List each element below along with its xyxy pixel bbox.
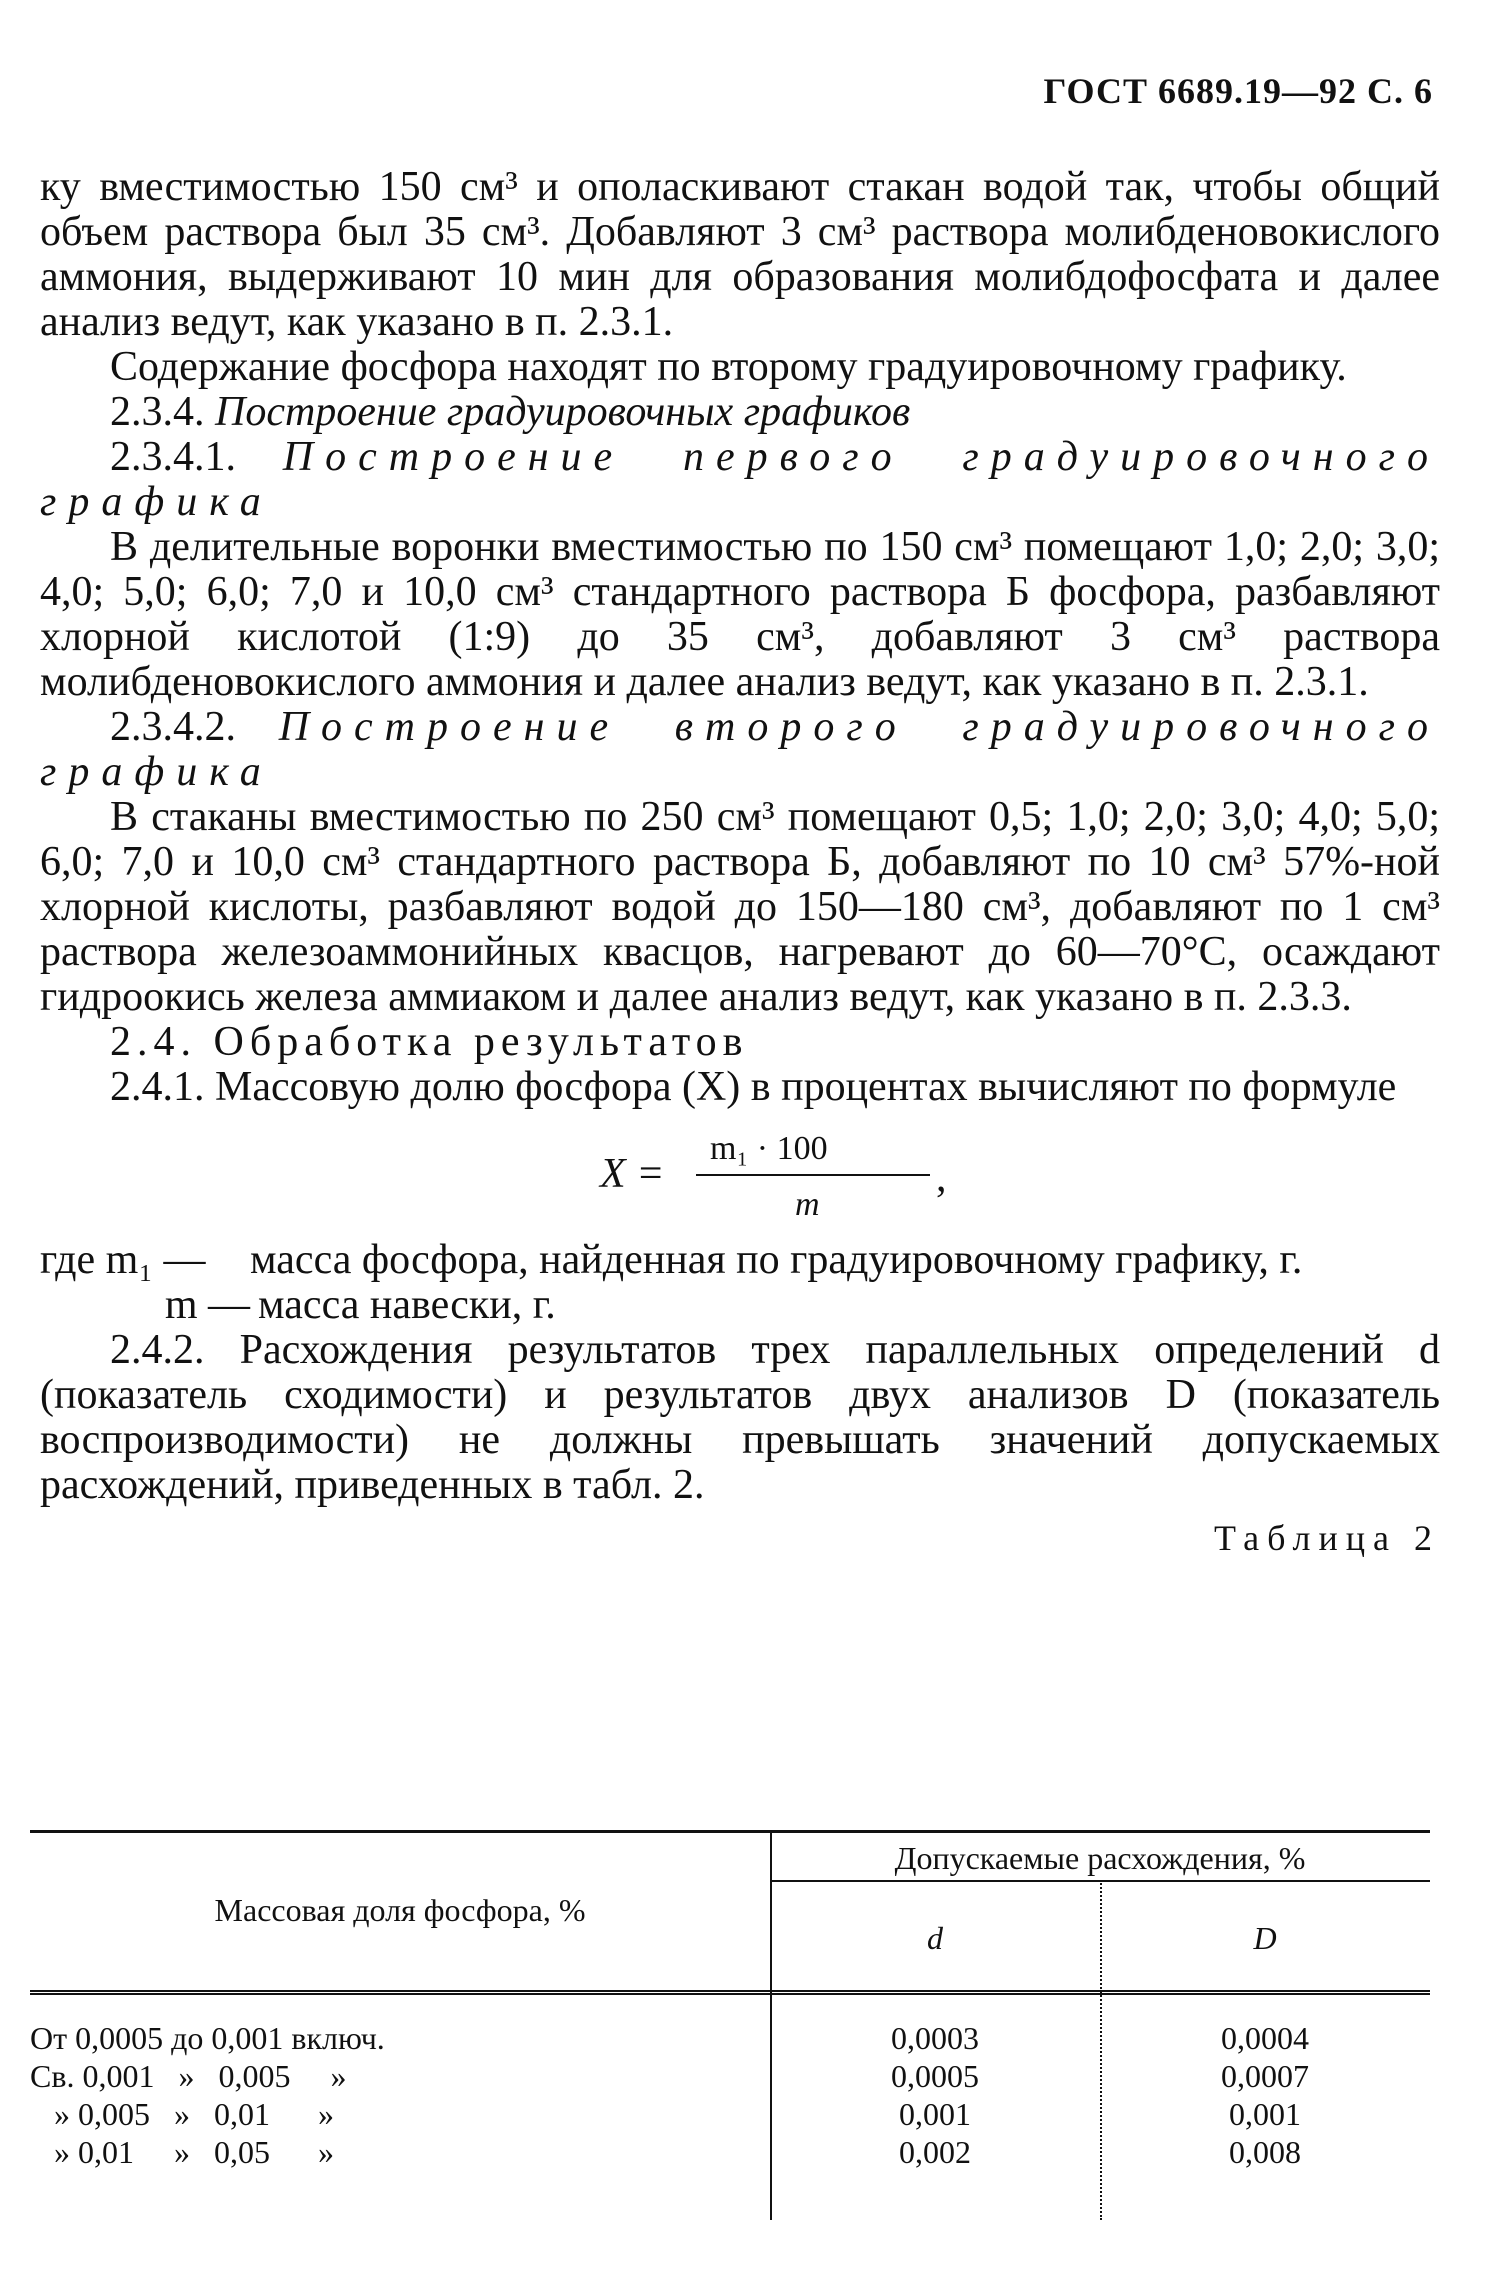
section-heading: 2.3.4. Построение градуировочных графиков	[110, 389, 911, 435]
where-text: масса фосфора, найденная по градуировочному графику, г.	[250, 1237, 1303, 1283]
paragraph: ку вместимостью 150 см³ и ополаскивают стакан водой так, чтобы общий объем раствора был 35 см³. Добавляют 3 см³ раствора молибденовокислого аммония, выдерживают 10 мин для образования молибдофосфата и далее анализ ведут, как указано в п. 2.3.1.	[40, 164, 1440, 345]
formula-denominator: m	[795, 1186, 820, 1223]
where-clause	[40, 1238, 1440, 1283]
table-cell-D: 0,008	[1229, 2134, 1301, 2170]
section-heading: 2.3.4.1. Построение первого градуировочного графика	[40, 434, 1440, 525]
fraction-bar	[696, 1174, 930, 1176]
where-label: где m₁ —	[40, 1237, 206, 1283]
table-cell-d: 0,002	[899, 2134, 971, 2170]
header-d: d	[927, 1920, 943, 1956]
paragraph: 2.4.2. Расхождения результатов трех параллельных определений d (показатель сходимости) и результатов двух анализов D (показатель воспроизводимости) не должны превышать значений допускаемых расхождений, приведенных в табл. 2.	[40, 1327, 1440, 1508]
header-mass-fraction: Массовая доля фосфора, %	[214, 1892, 586, 1928]
table-cell-mass: От 0,0005 до 0,001 включ.	[30, 2020, 385, 2056]
paragraph: 2.4.1. Массовую долю фосфора (X) в процентах вычисляют по формуле	[110, 1064, 1397, 1110]
paragraph: В делительные воронки вместимостью по 150 см³ помещают 1,0; 2,0; 3,0; 4,0; 5,0; 6,0; 7,0 и 10,0 см³ стандартного раствора Б фосфора, разбавляют хлорной кислотой (1:9) до 35 см³, добавляют 3 см³ раствора молибденовокислого аммония и далее анализ ведут, как указано в п. 2.3.1.	[40, 524, 1440, 705]
table-top-rule	[30, 1830, 1430, 1833]
table-caption: Таблица 2	[1214, 1518, 1440, 1558]
section-heading: 2.4. Обработка результатов	[110, 1019, 749, 1065]
paragraph: Содержание фосфора находят по второму градуировочному графику.	[110, 344, 1347, 390]
table-cell-d: 0,0003	[891, 2020, 979, 2056]
table-cell-D: 0,0004	[1221, 2020, 1309, 2056]
formula	[600, 1126, 1440, 1226]
where-text: масса навески, г.	[258, 1282, 556, 1328]
header-allowed-deviation: Допускаемые расхождения, %	[894, 1840, 1306, 1876]
formula-lhs: X =	[600, 1151, 665, 1197]
table-header-rule	[30, 1990, 1430, 1995]
where-label: m —	[164, 1282, 250, 1328]
formula-comma: ,	[936, 1155, 947, 1201]
table-cell-mass: Св. 0,001 » 0,005 »	[30, 2058, 347, 2094]
table-cell-D: 0,001	[1229, 2096, 1301, 2132]
table-cell-d: 0,001	[899, 2096, 971, 2132]
formula-numerator: m₁ · 100	[710, 1130, 828, 1167]
table-cell-mass: » 0,01 » 0,05 »	[30, 2134, 334, 2170]
document-body	[40, 165, 1440, 1561]
header-D: D	[1253, 1920, 1277, 1956]
where-clause	[40, 1283, 1440, 1328]
section-heading: 2.3.4.2. Построение второго градуировочного графика	[40, 704, 1440, 795]
page-header: ГОСТ 6689.19—92 С. 6	[1043, 71, 1433, 111]
table-cell-D: 0,0007	[1221, 2058, 1309, 2094]
table-cell-d: 0,0005	[891, 2058, 979, 2094]
paragraph: В стаканы вместимостью по 250 см³ помещают 0,5; 1,0; 2,0; 3,0; 4,0; 5,0; 6,0; 7,0 и 10,0 см³ стандартного раствора Б, добавляют по 10 см³ 57%-ной хлорной кислоты, разбавляют водой до 150—180 см³, добавляют по 1 см³ раствора железоаммонийных квасцов, нагревают до 60—70°С, осаждают гидроокись железа аммиаком и далее анализ ведут, как указано в п. 2.3.3.	[40, 794, 1440, 1020]
table-cell-mass: » 0,005 » 0,01 »	[30, 2096, 334, 2132]
